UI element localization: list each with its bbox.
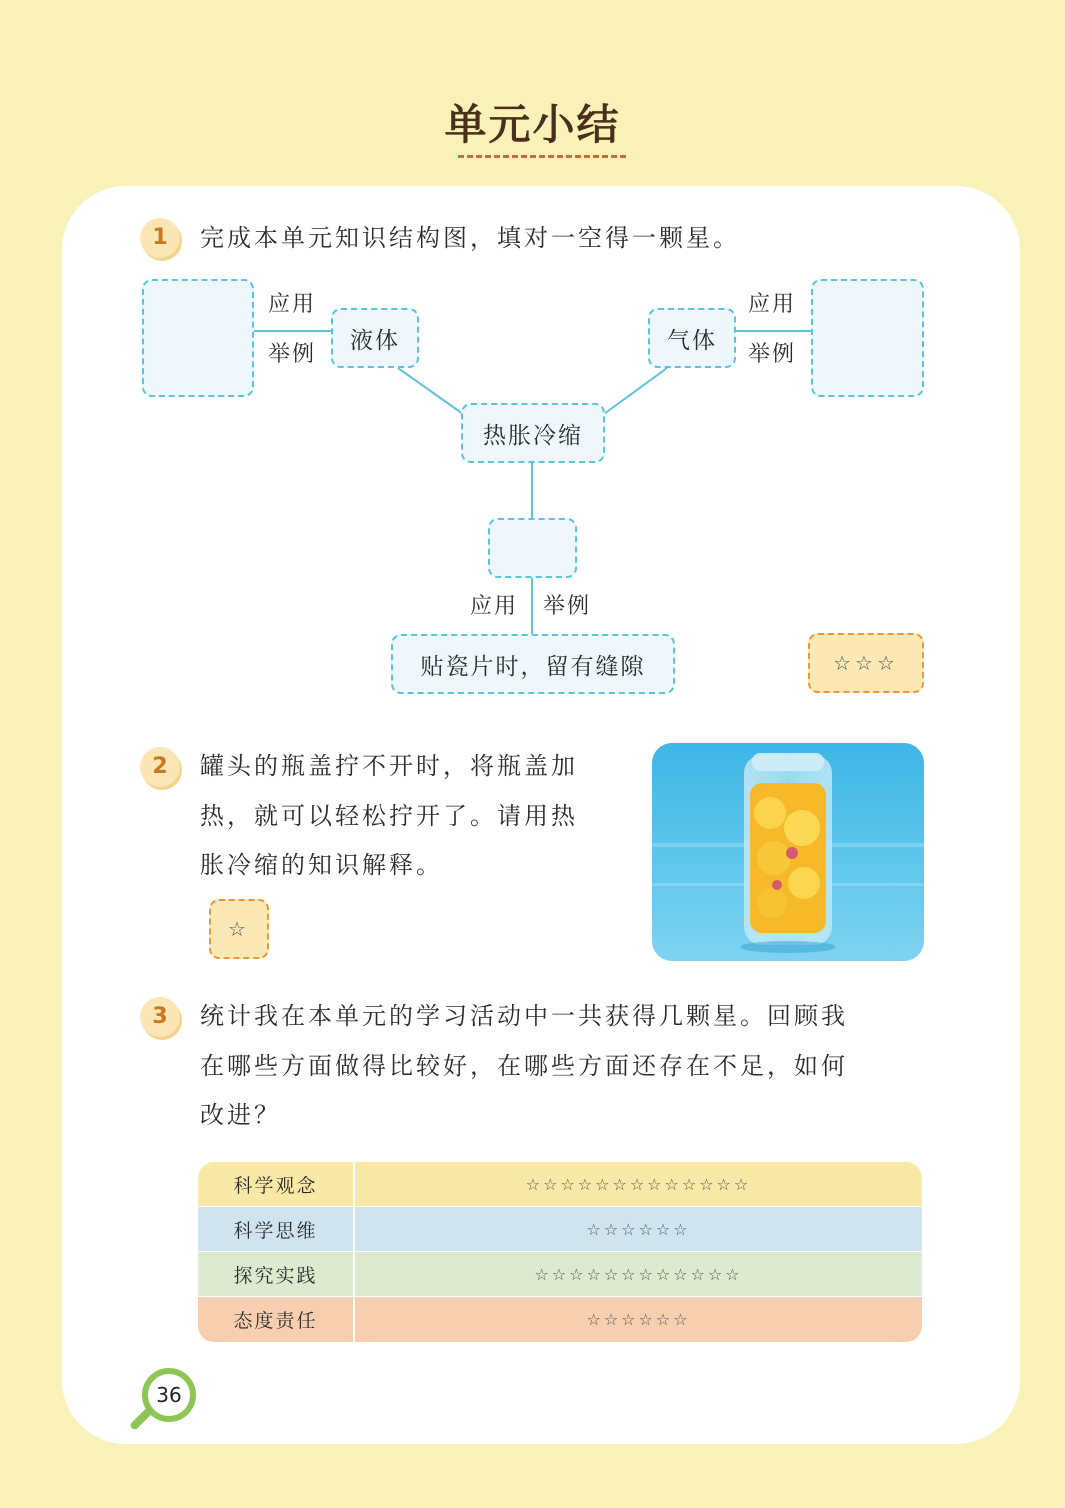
score-row: [198, 1252, 922, 1297]
question-2-line-2: 热，就可以轻松拧开了。请用热: [200, 802, 578, 830]
score-row: [198, 1207, 922, 1252]
connector-right: [733, 330, 813, 332]
connector-bottom: [531, 577, 533, 635]
question-3-line-3: 改进？: [200, 1101, 281, 1129]
label-example-right: 举例: [748, 342, 797, 367]
box-gas: 气体: [648, 308, 736, 368]
score-category: 探究实践: [198, 1252, 355, 1296]
blank-solid[interactable]: [488, 518, 577, 578]
score-row: [198, 1162, 922, 1207]
question-number-2: 2: [140, 747, 180, 787]
score-table: [198, 1162, 922, 1342]
label-apply-right: 应用: [748, 292, 797, 317]
blank-liquid-example[interactable]: [142, 279, 254, 397]
connector-center-down: [531, 462, 533, 520]
label-example-left: 举例: [268, 342, 317, 367]
question-1-text: 完成本单元知识结构图，填对一空得一颗星。: [200, 224, 740, 252]
question-number-3: 3: [140, 997, 180, 1037]
score-stars: ☆☆☆☆☆☆☆☆☆☆☆☆☆: [525, 1174, 752, 1194]
score-stars: ☆☆☆☆☆☆: [586, 1310, 691, 1329]
score-category: 科学思维: [198, 1207, 355, 1251]
q2-star-box: ☆: [209, 899, 269, 959]
label-apply-bottom: 应用: [470, 594, 519, 619]
page-title: 单元小结: [444, 100, 621, 149]
score-stars: ☆☆☆☆☆☆: [586, 1219, 691, 1239]
box-center-concept: 热胀冷缩: [461, 403, 605, 463]
jar-photo: [652, 743, 924, 961]
page-number: 36: [142, 1368, 196, 1422]
score-category: 态度责任: [198, 1297, 355, 1342]
box-bottom-example: 贴瓷片时，留有缝隙: [391, 634, 675, 694]
score-category: 科学观念: [198, 1162, 355, 1206]
q1-star-box: ☆☆☆: [808, 633, 924, 693]
title-underline: [458, 155, 626, 158]
connector-left: [252, 330, 332, 332]
blank-gas-example[interactable]: [811, 279, 924, 397]
question-number-1: 1: [140, 218, 180, 258]
question-2-line-1: 罐头的瓶盖拧不开时，将瓶盖加: [200, 752, 578, 780]
score-row: [198, 1297, 922, 1342]
label-example-bottom: 举例: [543, 594, 592, 619]
score-stars: ☆☆☆☆☆☆☆☆☆☆☆☆: [534, 1264, 743, 1284]
question-2-line-3: 胀冷缩的知识解释。: [200, 851, 443, 879]
box-liquid: 液体: [331, 308, 419, 368]
question-3-line-1: 统计我在本单元的学习活动中一共获得几颗星。回顾我: [200, 1002, 848, 1030]
question-3-line-2: 在哪些方面做得比较好，在哪些方面还存在不足，如何: [200, 1052, 848, 1080]
label-apply-left: 应用: [268, 292, 317, 317]
